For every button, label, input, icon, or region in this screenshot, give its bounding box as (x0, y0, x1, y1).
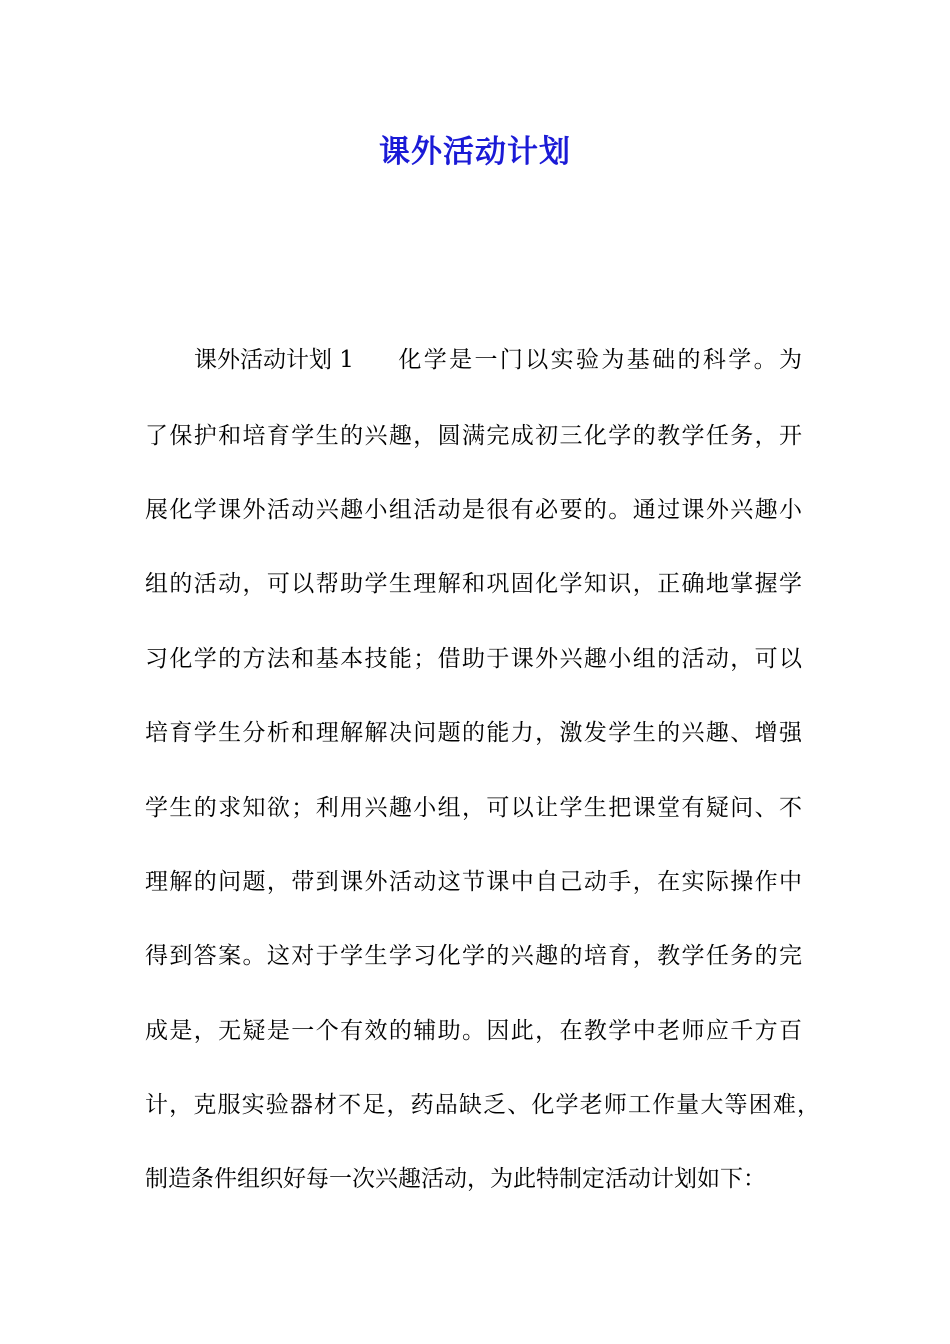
paragraph-line: 学生的求知欲；利用兴趣小组，可以让学生把课堂有疑问、不 (145, 795, 802, 821)
paragraph-line: 了保护和培育学生的兴趣，圆满完成初三化学的教学任务，开 (145, 423, 802, 449)
paragraph-line (194, 344, 802, 376)
paragraph-line: 成是，无疑是一个有效的辅助。因此，在教学中老师应千方百 (145, 1018, 802, 1044)
paragraph-line: 展化学课外活动兴趣小组活动是很有必要的。通过课外兴趣小 (145, 497, 802, 523)
paragraph-line: 制造条件组织好每一次兴趣活动，为此特制定活动计划如下： (145, 1166, 766, 1192)
paragraph-line: 计，克服实验器材不足，药品缺乏、化学老师工作量大等困难， (145, 1092, 820, 1118)
paragraph-line: 培育学生分析和理解解决问题的能力，激发学生的兴趣、增强 (145, 720, 802, 746)
document-title: 课外活动计划 (379, 134, 571, 170)
paragraph-line: 得到答案。这对于学生学习化学的兴趣的培育，教学任务的完 (145, 943, 802, 969)
paragraph-line-text: 化学是一门以实验为基础的科学。为 (395, 347, 802, 373)
section-heading: 课外活动计划 1 (194, 347, 354, 373)
paragraph-line: 习化学的方法和基本技能；借助于课外兴趣小组的活动，可以 (145, 646, 802, 672)
paragraph-line: 理解的问题，带到课外活动这节课中自己动手，在实际操作中 (145, 869, 802, 895)
paragraph-line: 组的活动，可以帮助学生理解和巩固化学知识，正确地掌握学 (145, 571, 802, 597)
